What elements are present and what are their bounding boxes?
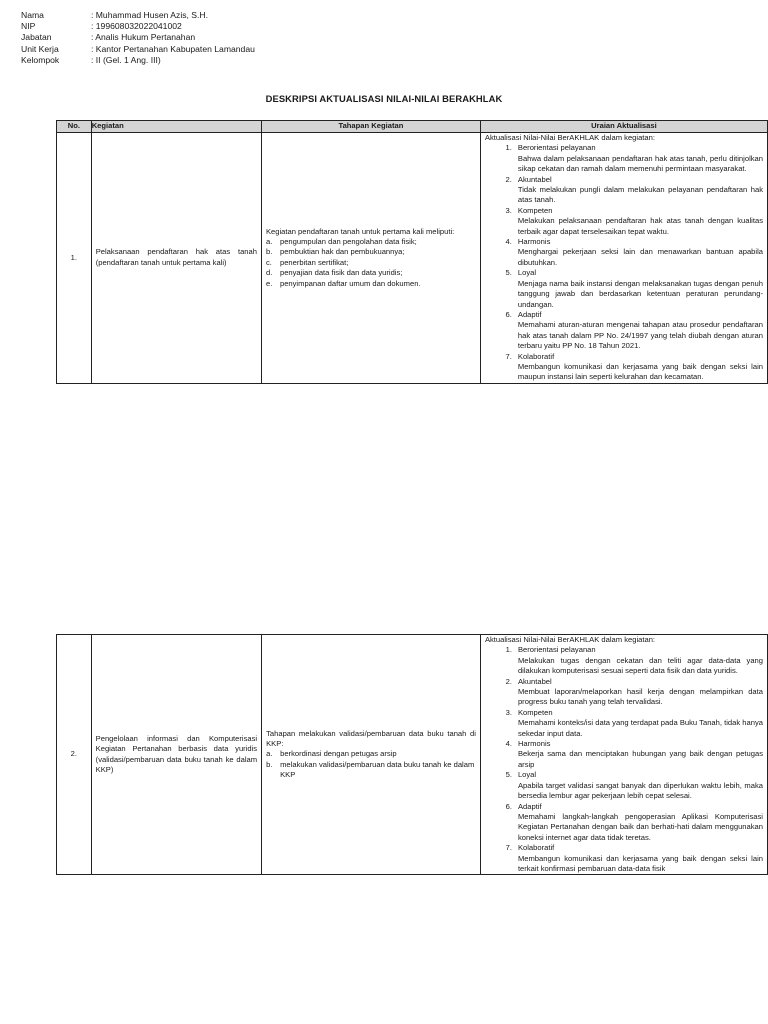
item-number: 4. <box>505 237 512 247</box>
value-description: Tidak melakukan pungli dalam melakukan pelayanan pendaftaran hak atas tanah. <box>517 185 763 205</box>
item-number: 3. <box>505 707 512 717</box>
tahapan-item <box>266 247 476 257</box>
field-label: NIP <box>21 21 36 32</box>
field-value: : Analis Hukum Pertanahan <box>91 32 196 43</box>
uraian-item <box>485 310 763 352</box>
value-name: Loyal <box>517 770 537 780</box>
uraian-item <box>485 802 763 844</box>
item-letter: e. <box>265 278 273 288</box>
item-text: pembuktian hak dan pembukuannya; <box>279 247 405 257</box>
item-number: 5. <box>505 268 512 278</box>
item-text: melakukan validasi/pembaruan data buku tanah ke dalam KKP <box>280 759 475 780</box>
document-title: DESKRIPSI AKTUALISASI NILAI-NILAI BERAKHLAK <box>265 93 503 104</box>
tahapan-item <box>266 279 476 289</box>
tahapan-item <box>266 237 476 247</box>
field-value: : 199608032022041002 <box>91 21 182 32</box>
value-description: Bekerja sama dan menciptakan hubungan yang baik dengan petugas arsip <box>517 749 763 769</box>
tahapan-item <box>266 258 476 268</box>
tahapan-item <box>266 268 476 278</box>
aktualisasi-table <box>56 120 768 384</box>
tahapan-cell <box>262 635 481 875</box>
uraian-item <box>485 739 763 770</box>
header-row-jabatan <box>21 32 255 43</box>
item-number: 2. <box>505 676 512 686</box>
value-description: Membangun komunikasi dan kerjasama yang baik dengan seksi lain terkait konfirmasi pembaruan data-data fisik <box>517 853 763 873</box>
value-description: Apabila target validasi sangat banyak dan diperlukan waktu lebih, maka bersedia lembur agar pekerjaan lebih cepat selesai. <box>517 780 763 801</box>
uraian-cell <box>480 635 767 875</box>
uraian-item <box>485 143 763 174</box>
item-text: penyimpanan daftar umum dan dokumen. <box>279 278 421 288</box>
value-name: Adaptif <box>517 801 542 811</box>
row-number: 1. <box>57 133 92 384</box>
column-header-tahapan: Tahapan Kegiatan <box>261 121 480 133</box>
uraian-item <box>485 645 763 676</box>
header-row-kelompok <box>21 55 255 66</box>
column-header-no: No. <box>57 121 92 133</box>
item-number: 3. <box>505 205 512 215</box>
value-name: Adaptif <box>517 309 542 319</box>
uraian-item <box>485 708 763 739</box>
item-number: 1. <box>505 645 512 655</box>
field-label: Jabatan <box>21 32 52 43</box>
item-letter: c. <box>265 257 272 267</box>
uraian-item <box>485 352 763 383</box>
value-name: Harmonis <box>517 237 551 247</box>
item-letter: a. <box>266 749 273 759</box>
value-description: Bahwa dalam pelaksanaan pendaftaran hak atas tanah, perlu ditinjolkan sikap cekatan dan ramah dalam memenuhi permintaan masyarakat. <box>517 153 763 174</box>
item-number: 6. <box>505 309 512 319</box>
tahapan-item <box>266 760 476 781</box>
uraian-item <box>485 843 763 874</box>
value-description: Menghargai pekerjaan seksi lain dan menawarkan bantuan apabila dibutuhkan. <box>517 247 763 267</box>
item-text: penerbitan sertifikat; <box>279 257 349 267</box>
aktualisasi-table-continued <box>56 634 768 875</box>
value-name: Harmonis <box>517 739 551 749</box>
item-number: 5. <box>505 770 512 780</box>
value-name: Akuntabel <box>517 174 552 184</box>
header-row-nip <box>21 21 255 32</box>
uraian-item <box>485 237 763 268</box>
value-name: Kompeten <box>517 707 553 717</box>
value-description: Menjaga nama baik instansi dengan melaksanakan tugas dengan penuh tanggung jawab dan berdasarkan ketentuan peraturan perundang-undangan. <box>517 278 763 309</box>
field-value: : Muhammad Husen Azis, S.H. <box>91 10 209 20</box>
value-description: Membuat laporan/melaporkan hasil kerja dengan melampirkan data progress buku tanah yang telah tervalidasi. <box>517 687 763 707</box>
field-value: : Kantor Pertanahan Kabupaten Lamandau <box>91 43 255 54</box>
table-row <box>57 635 768 875</box>
tahapan-item <box>266 749 476 759</box>
table-header-row <box>57 121 768 133</box>
value-name: Berorientasi pelayanan <box>517 143 596 153</box>
item-letter: b. <box>265 247 273 257</box>
item-text: berkordinasi dengan petugas arsip <box>280 749 397 759</box>
item-number: 1. <box>505 143 512 153</box>
header-row-nama <box>21 10 255 21</box>
value-description: Memahami konteks/isi data yang terdapat pada Buku Tanah, tidak hanya sekedar input data. <box>517 718 763 738</box>
table-row <box>57 133 768 384</box>
item-letter: d. <box>265 268 273 278</box>
value-description: Memahami langkah-langkah pengoperasian Aplikasi Komputerisasi Kegiatan Pertanahan dengan baik dan berhati-hati dalam menggunakan koneksi internet agar data tidak teretas. <box>517 811 763 842</box>
value-name: Loyal <box>517 268 537 278</box>
uraian-item <box>485 770 763 801</box>
item-number: 7. <box>505 351 512 361</box>
identity-header <box>21 10 255 66</box>
value-name: Kolaboratif <box>517 351 555 361</box>
uraian-item <box>485 268 763 310</box>
header-row-unit-kerja <box>21 44 255 55</box>
value-name: Kolaboratif <box>517 843 555 853</box>
item-text: penyajian data fisik dan data yuridis; <box>279 268 403 278</box>
row-number: 2. <box>57 635 92 875</box>
item-letter: a. <box>265 237 273 247</box>
uraian-intro: Aktualisasi Nilai-Nilai BerAKHLAK dalam kegiatan: <box>484 133 655 142</box>
value-name: Akuntabel <box>517 676 552 686</box>
field-label: Unit Kerja <box>21 43 59 54</box>
field-label: Kelompok <box>21 54 60 65</box>
uraian-item <box>485 677 763 708</box>
column-header-uraian: Uraian Aktualisasi <box>480 121 767 133</box>
item-number: 4. <box>505 739 512 749</box>
value-name: Kompeten <box>517 205 553 215</box>
tahapan-intro: Tahapan melakukan validasi/pembaruan data buku tanah di KKP: <box>266 728 476 749</box>
value-description: Melakukan tugas dengan cekatan dan teliti agar data-data yang dilakukan komputerisasi sesuai seperti data fisik dan data yuridis. <box>517 655 763 676</box>
field-label: Nama <box>21 10 44 20</box>
item-text: pengumpulan dan pengolahan data fisik; <box>279 237 417 247</box>
value-description: Memahami aturan-aturan mengenai tahapan atau prosedur pendaftaran hak atas tanah dalam PP No. 24/1997 yang telah diubah dengan aturan terbaru yaitu PP No. 18 Tahun 2021. <box>517 320 763 351</box>
item-number: 2. <box>505 174 512 184</box>
item-letter: b. <box>266 759 273 769</box>
uraian-intro: Aktualisasi Nilai-Nilai BerAKHLAK dalam kegiatan: <box>484 635 656 644</box>
column-header-kegiatan: Kegiatan <box>91 121 261 133</box>
item-number: 6. <box>505 801 512 811</box>
value-description: Melakukan pelaksanaan pendaftaran hak atas tanah dengan kualitas terbaik agar dapat terselesaikan tepat waktu. <box>517 216 763 236</box>
uraian-cell <box>480 133 767 384</box>
tahapan-cell <box>261 133 480 384</box>
item-number: 7. <box>505 843 512 853</box>
value-description: Membangun komunikasi dan kerjasama yang baik dengan seksi lain maupun instansi lain seperti kelurahan dan kecamatan. <box>517 361 763 382</box>
field-value: : II (Gel. 1 Ang. III) <box>91 54 161 65</box>
value-name: Berorientasi pelayanan <box>517 645 596 655</box>
kegiatan-cell: Pengelolaan informasi dan Komputerisasi Kegiatan Pertanahan berbasis data yuridis (validasi/pembaruan data buku tanah ke dalam KKP) <box>91 635 261 875</box>
kegiatan-cell: Pelaksanaan pendaftaran hak atas tanah (pendaftaran tanah untuk pertama kali) <box>91 133 261 384</box>
uraian-item <box>485 175 763 206</box>
tahapan-intro: Kegiatan pendaftaran tanah untuk pertama kali meliputi: <box>265 226 455 236</box>
uraian-item <box>485 206 763 237</box>
